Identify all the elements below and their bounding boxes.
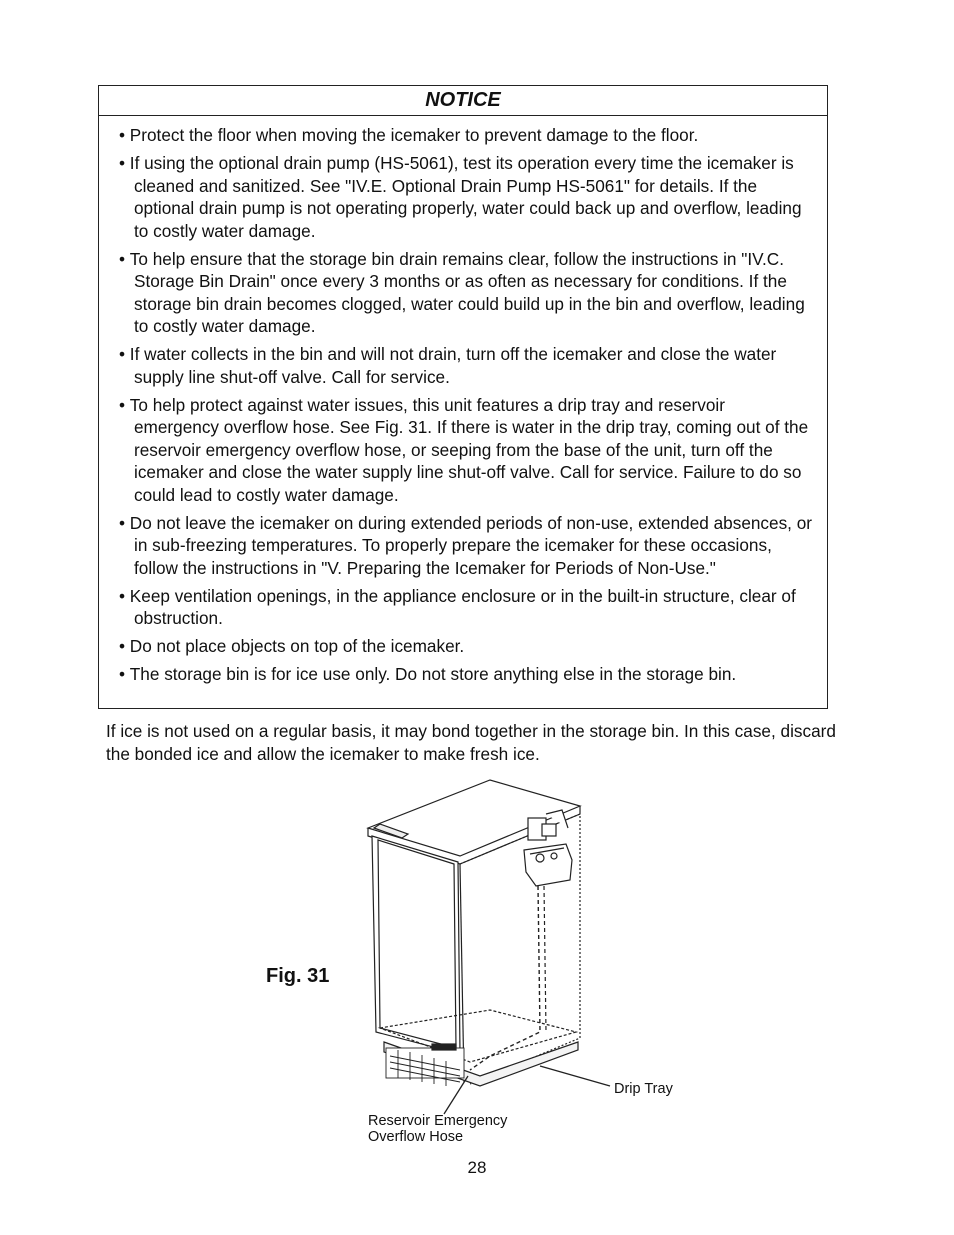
overflow-hose-callout-line2: Overflow Hose (368, 1129, 464, 1145)
bonded-ice-paragraph: If ice is not used on a regular basis, it may bond together in the storage bin. In this case, discard the bonded ice and allow the icemaker to make fresh ice. (106, 721, 836, 764)
overflow-hose (470, 886, 540, 1070)
front-grill (386, 1048, 464, 1086)
notice-item: • To help ensure that the storage bin drain remains clear, follow the instructions in "IV.C. Storage Bin Drain" once every 3 months or as often as necessary for conditions. If the storage bin drain becomes clogged, water could build up in the bin and overflow, leading to costly water damage. (119, 248, 813, 338)
icemaker-door (372, 836, 460, 1054)
page-number: 28 (467, 1158, 487, 1177)
icemaker-illustration (340, 770, 620, 1120)
figure-label: Fig. 31 (266, 965, 330, 987)
overflow-hose-callout (368, 1113, 568, 1145)
notice-item: • To help protect against water issues, this unit features a drip tray and reservoir emergency overflow hose. See Fig. 31. If there is water in the drip tray, coming out of the reservoir emergency overflow hose, or seeping from the base of the unit, turn off the icemaker and close the water supply line shut-off valve. Call for service. Failure to do so could lead to costly water damage. (119, 394, 813, 507)
notice-item: • The storage bin is for ice use only. Do not store anything else in the storage bin. (119, 663, 813, 686)
drip-tray-callout: Drip Tray (614, 1081, 673, 1097)
hose-leader (444, 1076, 468, 1114)
notice-box (98, 85, 828, 709)
brand-plate (432, 1044, 456, 1050)
drip-tray-leader (540, 1066, 610, 1086)
overflow-hose-callout-line1: Reservoir Emergency (368, 1113, 508, 1129)
notice-item: • If using the optional drain pump (HS-5061), test its operation every time the icemaker is cleaned and sanitized. See "IV.E. Optional Drain Pump HS-5061" for details. If the optional drain pump is not operating properly, water could back up and overflow, leading to costly water damage. (119, 152, 813, 242)
notice-list (99, 116, 827, 686)
notice-item: • Do not place objects on top of the icemaker. (119, 635, 813, 658)
notice-title: NOTICE (99, 86, 827, 116)
notice-item: • Do not leave the icemaker on during extended periods of non-use, extended absences, or in sub-freezing temperatures. To properly prepare the icemaker for these occasions, follow the instructions in "V. Preparing the Icemaker for Periods of Non-Use." (119, 512, 813, 580)
notice-item: • If water collects in the bin and will not drain, turn off the icemaker and close the water supply line shut-off valve. Call for service. (119, 343, 813, 388)
reservoir (524, 844, 572, 886)
notice-item: • Keep ventilation openings, in the appliance enclosure or in the built-in structure, clear of obstruction. (119, 585, 813, 630)
notice-item: • Protect the floor when moving the icemaker to prevent damage to the floor. (119, 124, 813, 147)
